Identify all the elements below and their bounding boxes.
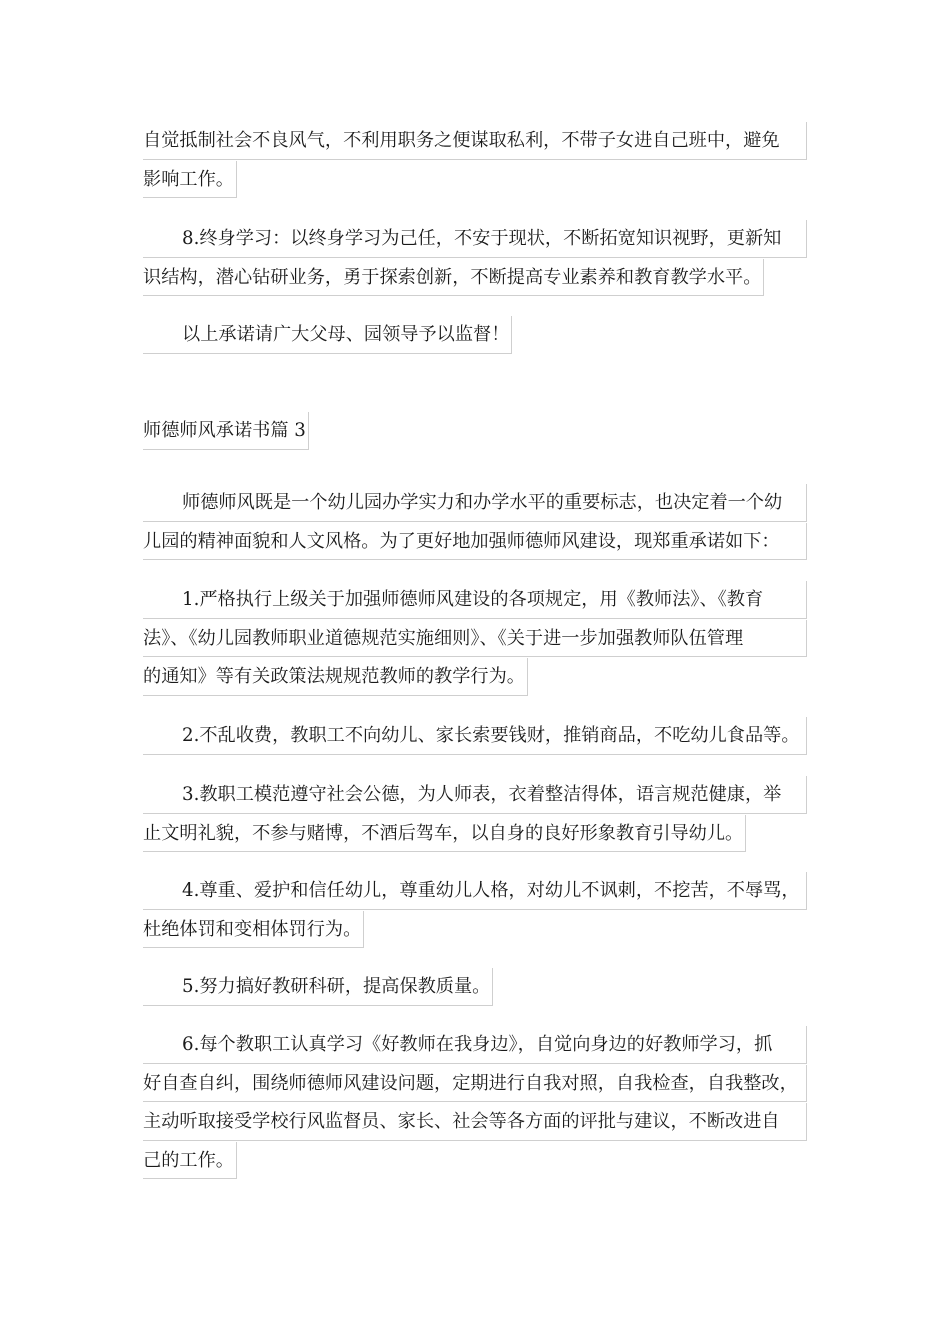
text-line: 主动听取接受学校行风监督员、家长、社会等各方面的评批与建议，不断改进自 <box>143 1103 807 1142</box>
text-line: 5.努力搞好教研科研，提高保教质量。 <box>143 968 807 1007</box>
paragraph-closing <box>143 316 807 355</box>
text-line: 法》、《幼儿园教师职业道德规范实施细则》、《关于进一步加强教师队伍管理 <box>143 620 807 659</box>
text-line: 杜绝体罚和变相体罚行为。 <box>143 911 807 950</box>
paragraph-s3-item-1 <box>143 581 807 697</box>
heading-line: 师德师风承诺书篇 3 <box>143 412 807 451</box>
text-line: 4.尊重、爱护和信任幼儿，尊重幼儿人格，对幼儿不讽刺，不挖苦，不辱骂， <box>143 872 807 911</box>
text-line: 己的工作。 <box>143 1142 807 1181</box>
text-line: 影响工作。 <box>143 161 807 200</box>
paragraph-s3-item-6 <box>143 1026 807 1180</box>
text-line: 以上承诺请广大父母、园领导予以监督！ <box>143 316 807 355</box>
section-heading <box>143 412 807 451</box>
text-line: 识结构，潜心钻研业务，勇于探索创新，不断提高专业素养和教育教学水平。 <box>143 259 807 298</box>
paragraph-item-8 <box>143 220 807 297</box>
text-line: 师德师风既是一个幼儿园办学实力和办学水平的重要标志，也决定着一个幼 <box>143 484 807 523</box>
text-line: 止文明礼貌，不参与赌博，不酒后驾车，以自身的良好形象教育引导幼儿。 <box>143 815 807 854</box>
text-line: 的通知》等有关政策法规规范教师的教学行为。 <box>143 658 807 697</box>
text-line: 8.终身学习：以终身学习为己任，不安于现状，不断拓宽知识视野，更新知 <box>143 220 807 259</box>
text-line: 2.不乱收费，教职工不向幼儿、家长索要钱财，推销商品，不吃幼儿食品等。 <box>143 717 807 756</box>
text-line: 好自查自纠，围绕师德师风建设问题，定期进行自我对照，自我检查，自我整改， <box>143 1065 807 1104</box>
text-line: 自觉抵制社会不良风气，不利用职务之便谋取私利，不带子女进自己班中，避免 <box>143 122 807 161</box>
text-line: 儿园的精神面貌和人文风格。为了更好地加强师德师风建设，现郑重承诺如下： <box>143 523 807 562</box>
text-line: 3.教职工模范遵守社会公德，为人师表，衣着整洁得体，语言规范健康，举 <box>143 776 807 815</box>
paragraph-s3-item-4 <box>143 872 807 949</box>
text-line: 1.严格执行上级关于加强师德师风建设的各项规定，用《教师法》、《教育 <box>143 581 807 620</box>
paragraph-s3-item-3 <box>143 776 807 853</box>
paragraph-s3-item-5 <box>143 968 807 1007</box>
paragraph-continued <box>143 122 807 199</box>
paragraph-s3-intro <box>143 484 807 561</box>
text-line: 6.每个教职工认真学习《好教师在我身边》，自觉向身边的好教师学习，抓 <box>143 1026 807 1065</box>
paragraph-s3-item-2 <box>143 717 807 756</box>
